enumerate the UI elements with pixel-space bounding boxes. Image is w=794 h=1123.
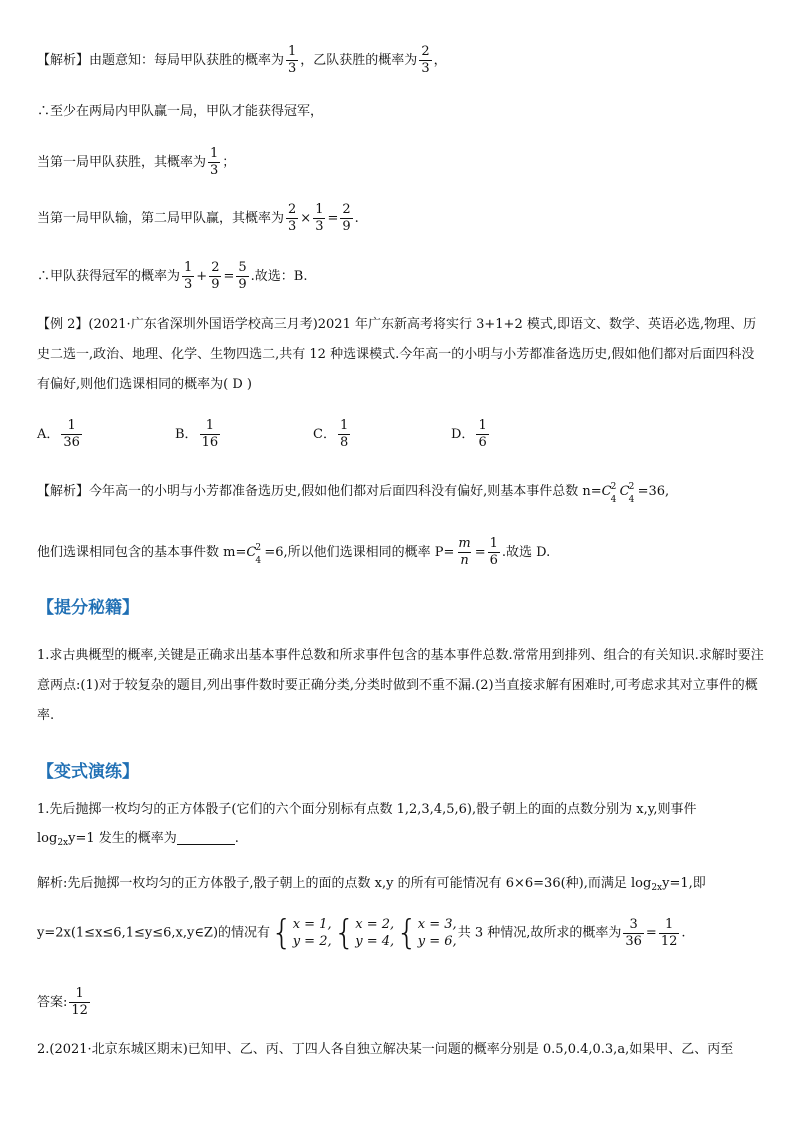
fraction: $\frac{1}{3}$ bbox=[210, 146, 219, 178]
practice-solution-line-1: 解析:先后抛掷一枚均匀的正方体骰子,骰子朝上的面的点数 x,y 的所有可能情况有 6×6=36(种),而满足 $\log_{2x}y=1$,即 bbox=[37, 876, 706, 893]
fraction: $\frac{2}{3}$ bbox=[421, 44, 430, 76]
fraction: $\frac{1}{12}$ bbox=[71, 986, 88, 1018]
practice-solution-line-2: y=2x(1≤x≤6,1≤y≤6,x,y∈Z)的情况有 { x = 1, y = 2, { x = 2, y = 4, { x = 3, y = 6, 共 3 种情况,故所求的概率为 $\frac{3}{36}$ = $\frac{1}{12}$ . bbox=[37, 913, 686, 953]
fraction: $\frac{1}{6}$ bbox=[489, 536, 498, 568]
tips-text: 1.求古典概型的概率,关键是正确求出基本事件总数和所求事件包含的基本事件总数.常常用到排列、组合的有关知识.求解时要注意两点:(1)对于较复杂的题目,列出事件数时要正确分类,分类时做到不重不漏.(2)当直接求解有困难时,可考虑求其对立事件的概率. bbox=[37, 648, 764, 723]
solution-line-4: 当第一局甲队输，第二局甲队赢，其概率为 $\frac{2}{3}$ × $\frac{1}{3}$ = $\frac{2}{9}$ . bbox=[37, 202, 359, 234]
fraction: $\frac{1}{3}$ bbox=[315, 202, 324, 234]
tips-heading: 【提分秘籍】 bbox=[37, 598, 139, 618]
fraction: $\frac{1}{12}$ bbox=[660, 916, 678, 949]
equation-system: { x = 3, y = 6, bbox=[396, 913, 457, 953]
combination-symbol: C 2 4 bbox=[619, 482, 635, 505]
combination-symbol: C 2 4 bbox=[601, 482, 617, 505]
practice-question-2: 2.(2021·北京东城区期末)已知甲、乙、丙、丁四人各自独立解决某一问题的概率分别是 0.5,0.4,0.3,a,如果甲、乙、丙至 bbox=[37, 1042, 734, 1057]
practice-heading: 【变式演练】 bbox=[37, 762, 139, 782]
equation-system: { x = 2, y = 4, bbox=[333, 913, 395, 953]
example-2-options bbox=[37, 418, 764, 451]
combination-symbol: C 2 4 bbox=[246, 543, 262, 566]
fraction: $\frac{3}{36}$ bbox=[625, 916, 642, 949]
practice-question-1-line-1: 1.先后抛掷一枚均匀的正方体骰子(它们的六个面分别标有点数 1,2,3,4,5,6),骰子朝上的面的点数分别为 x,y,则事件 bbox=[37, 802, 697, 817]
fraction: $\frac{m}{n}$ bbox=[458, 536, 471, 568]
example-2-solution-1: 【解析】今年高一的小明与小芳都准备选历史,假如他们都对后面四科没有偏好,则基本事件总数 n=C 2 4 C 2 4 =36, bbox=[37, 482, 670, 505]
fraction: $\frac{2}{3}$ bbox=[288, 202, 297, 234]
example-2-question: 【例 2】(2021·广东省深圳外国语学校高三月考)2021 年广东新高考将实行 3+1+2 模式,即语文、数学、英语必选,物理、历史二选一,政治、地理、化学、生物四选二,共有 12 种选课模式.今年高一的小明与小芳都准备选历史,假如他们都对后面四科没有偏好,则他们选课相同的概率为( D ) bbox=[37, 317, 757, 392]
option-b: B． $\frac{1}{16}$ bbox=[175, 418, 219, 450]
equation-system: { x = 1, y = 2, bbox=[271, 913, 332, 953]
solution-line-5: ∴甲队获得冠军的概率为 $\frac{1}{3}$ + $\frac{2}{9}$ = $\frac{5}{9}$ .故选：B. bbox=[37, 260, 308, 292]
example-2-solution-2: 他们选课相同包含的基本事件数 m=C 2 4 =6,所以他们选课相同的概率 P= $\frac{m}{n}$ = $\frac{1}{6}$ .故选 D. bbox=[37, 536, 551, 568]
option-a: A． $\frac{1}{36}$ bbox=[37, 418, 80, 450]
fraction: $\frac{2}{9}$ bbox=[342, 202, 351, 234]
solution-line-2: ∴至少在两局内甲队赢一局，甲队才能获得冠军， bbox=[37, 104, 324, 119]
fraction: $\frac{1}{3}$ bbox=[184, 260, 193, 292]
fraction: $\frac{5}{9}$ bbox=[238, 260, 247, 292]
fraction: $\frac{2}{9}$ bbox=[211, 260, 220, 292]
option-c: C． $\frac{1}{8}$ bbox=[313, 418, 349, 450]
practice-answer: 答案: $\frac{1}{12}$ bbox=[37, 986, 88, 1018]
practice-question-1-line-2: $\log_{2x}y=1$ 发生的概率为 . bbox=[37, 831, 239, 848]
option-d: D． $\frac{1}{6}$ bbox=[451, 418, 487, 450]
fraction: $\frac{1}{3}$ bbox=[288, 44, 297, 76]
solution-line-3: 当第一局甲队获胜，其概率为 $\frac{1}{3}$ ； bbox=[37, 146, 236, 178]
solution-line-1: 【解析】由题意知：每局甲队获胜的概率为 $\frac{1}{3}$ ，乙队获胜的概率为 $\frac{2}{3}$ ， bbox=[37, 44, 447, 76]
answer-blank[interactable] bbox=[177, 832, 235, 845]
